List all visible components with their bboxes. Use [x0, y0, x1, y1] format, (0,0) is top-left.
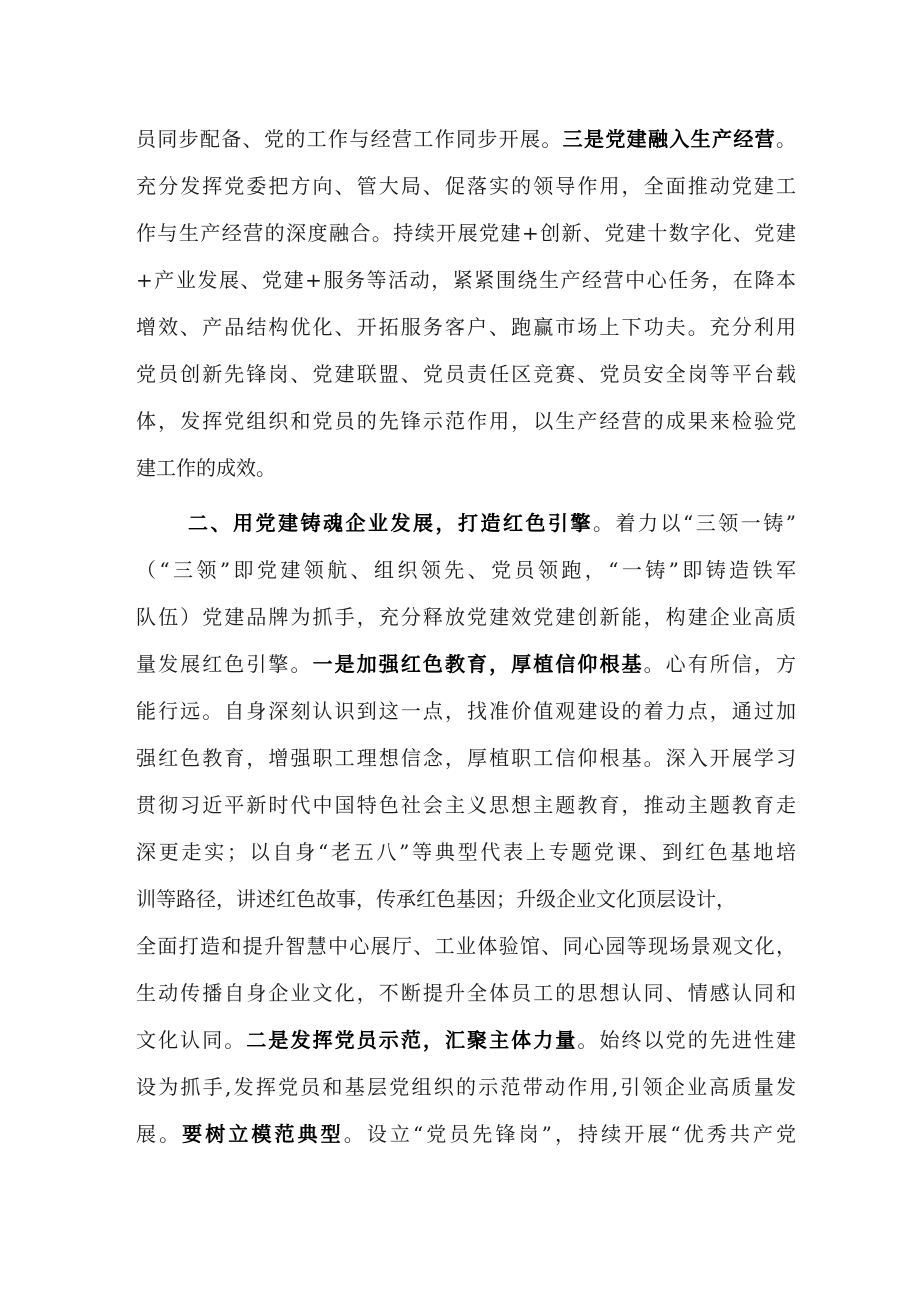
text-line-19 [136, 973, 796, 1013]
text-run: 量发展红色引擎。 [136, 652, 313, 676]
text-line-5 [136, 307, 796, 347]
text-run: 贯彻习近平新时代中国特色社会主义思想主题教育，推动主题教育走 [136, 793, 796, 817]
text-line-4 [136, 260, 796, 300]
text-run: 。心有所信，方 [643, 652, 797, 676]
text-line-11 [136, 597, 796, 637]
text-line-7 [136, 401, 796, 441]
text-line-16 [136, 832, 796, 872]
text-run: 队伍）党建品牌为抓手，充分释放党建效党建创新能，构建企业高质 [136, 605, 796, 629]
text-run: 深更走实；以自身“老五八”等典型代表上专题党课、到红色基地培 [136, 840, 796, 864]
text-line-9 [188, 503, 796, 543]
text-line-8 [136, 448, 796, 488]
text-run: 展。 [136, 1122, 183, 1146]
text-run: 设为抓手,发挥党员和基层党组织的示范带动作用,引领企业高质量发 [136, 1075, 796, 1099]
text-line-15 [136, 785, 796, 825]
text-run: 。设立“党员先锋岗”，持续开展“优秀共产党 [343, 1122, 797, 1146]
bold-heading-run: 三是党建融入生产经营 [562, 127, 777, 151]
bold-heading-run: 二是发挥党员示范，汇聚主体力量 [246, 1028, 578, 1052]
text-run: 充分发挥党委把方向、管大局、促落实的领导作用，全面推动党建工 [136, 174, 796, 198]
text-run: 党员创新先锋岗、党建联盟、党员责任区竞赛、党员安全岗等平台载 [136, 362, 796, 386]
text-run: （“三领”即党建领航、组织领先、党员领跑，“一铸”即铸造铁军 [136, 558, 796, 582]
text-run: 文化认同。 [136, 1028, 247, 1052]
text-run: 。 [776, 127, 797, 151]
text-run: 全面打造和提升智慧中心展厅、工业体验馆、同心园等现场景观文化， [136, 934, 796, 958]
text-line-18 [136, 926, 796, 966]
text-run: 作与生产经营的深度融合。持续开展党建+创新、党建十数字化、党建 [136, 221, 796, 245]
text-run: 增效、产品结构优化、开拓服务客户、跑赢市场上下功夫。充分利用 [136, 315, 796, 339]
text-run: 。始终以党的先进性建 [577, 1028, 797, 1052]
text-line-21 [136, 1067, 796, 1107]
text-line-12 [136, 644, 796, 684]
text-line-10 [136, 550, 796, 590]
text-line-17 [136, 879, 796, 919]
text-line-3 [136, 213, 796, 253]
text-line-1 [136, 119, 796, 159]
text-line-2 [136, 166, 796, 206]
text-run: 强红色教育，增强职工理想信念，厚植职工信仰根基。深入开展学习 [136, 746, 796, 770]
text-run: 。着力以“三领一铸” [593, 511, 796, 535]
bold-heading-run: 要树立模范典型 [182, 1122, 344, 1146]
text-line-14 [136, 738, 796, 778]
text-line-22 [136, 1114, 796, 1154]
text-run: 体，发挥党组织和党员的先锋示范作用，以生产经营的成果来检验党 [136, 409, 796, 433]
text-run: 建工作的成效。 [136, 456, 276, 480]
section-heading: 二、用党建铸魂企业发展，打造红色引擎 [188, 511, 594, 535]
text-run: 生动传播自身企业文化，不断提升全体员工的思想认同、情感认同和 [136, 981, 796, 1005]
text-run: 员同步配备、党的工作与经营工作同步开展。 [136, 127, 563, 151]
bold-heading-run: 一是加强红色教育，厚植信仰根基 [312, 652, 644, 676]
text-line-13 [136, 691, 796, 731]
text-run: 训等路径，讲述红色故事，传承红色基因；升级企业文化顶层设计， [136, 887, 736, 911]
text-run: 能行远。自身深刻认识到这一点，找准价值观建设的着力点，通过加 [136, 699, 796, 723]
text-line-20 [136, 1020, 796, 1060]
text-line-6 [136, 354, 796, 394]
text-run: +产业发展、党建+服务等活动，紧紧围绕生产经营中心任务，在降本 [136, 268, 796, 292]
